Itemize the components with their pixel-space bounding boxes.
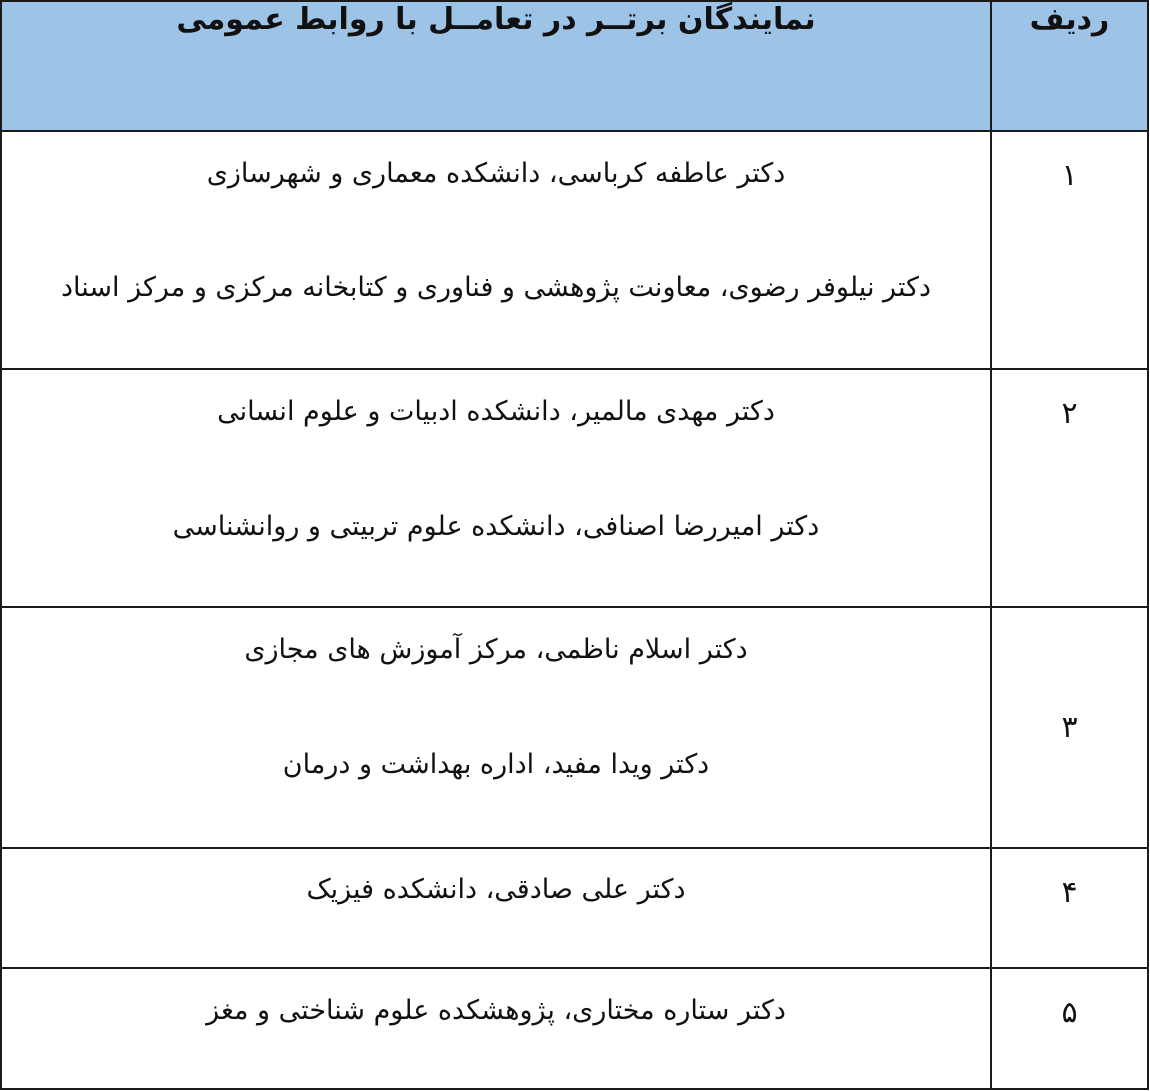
representatives-cell — [1, 607, 991, 847]
representatives-cell — [1, 848, 991, 969]
representative-name: دکتر نیلوفر رضوی، معاونت پژوهشی و فناوری و کتابخانه مرکزی و مرکز اسناد — [61, 271, 931, 303]
table-header-row — [1, 1, 1148, 131]
table-row — [1, 369, 1148, 607]
representative-name: دکتر اسلام ناظمی، مرکز آموزش های مجازی — [244, 634, 748, 666]
representative-name: دکتر ستاره مختاری، پژوهشکده علوم شناختی و مغز — [206, 995, 786, 1027]
representative-name: دکتر مهدی مالمیر، دانشکده ادبیات و علوم انسانی — [217, 396, 775, 428]
table-row — [1, 968, 1148, 1089]
table-row — [1, 131, 1148, 369]
representative-name: دکتر علی صادقی، دانشکده فیزیک — [306, 873, 686, 905]
representatives-cell — [1, 131, 991, 369]
table-row — [1, 607, 1148, 847]
representative-name: دکتر امیررضا اصنافی، دانشکده علوم تربیتی و روانشناسی — [172, 511, 820, 543]
representatives-cell — [1, 369, 991, 607]
row-number: ۲ — [991, 369, 1148, 607]
representative-name: دکتر عاطفه کرباسی، دانشکده معماری و شهرسازی — [206, 157, 786, 189]
representatives-cell — [1, 968, 991, 1089]
header-representatives: نمایندگان برتــر در تعامــل با روابط عمومی — [1, 1, 991, 131]
representative-name: دکتر ویدا مفید، اداره بهداشت و درمان — [282, 749, 710, 781]
row-number: ۴ — [991, 848, 1148, 969]
row-number: ۳ — [991, 607, 1148, 847]
row-number: ۵ — [991, 968, 1148, 1089]
header-row-number: ردیف — [991, 1, 1148, 131]
row-number: ۱ — [991, 131, 1148, 369]
table-row — [1, 848, 1148, 969]
